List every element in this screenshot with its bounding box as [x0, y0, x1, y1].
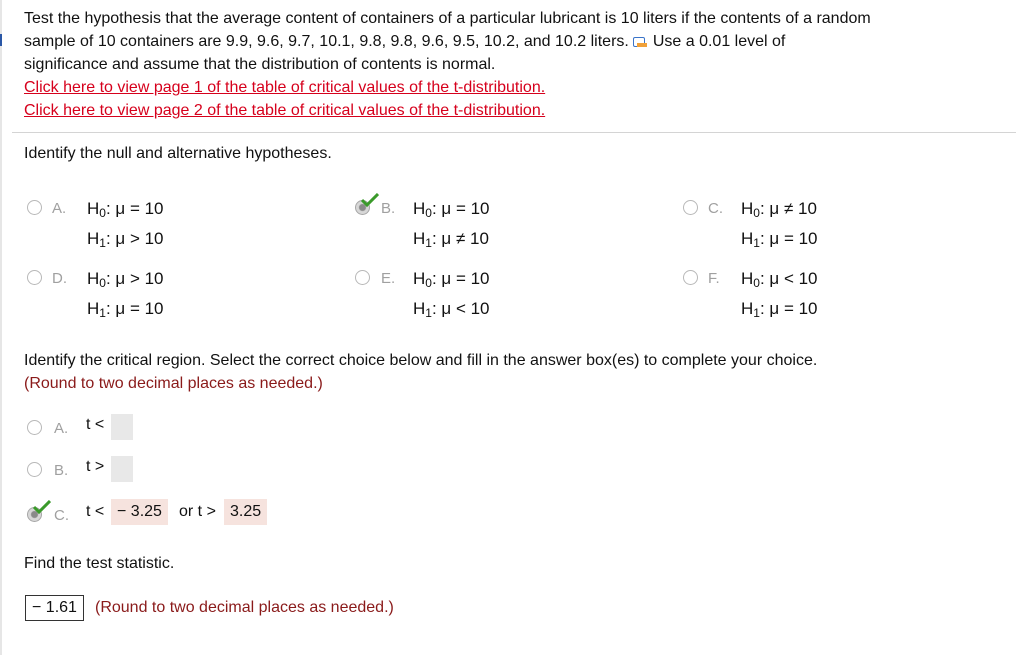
h-sub-0: 0 [99, 206, 106, 220]
h0-expr: μ = 10 [441, 199, 490, 218]
document-icon[interactable] [633, 37, 645, 47]
q1-option-f-radio[interactable] [683, 270, 698, 285]
t-table-link-page-1[interactable]: Click here to view page 1 of the table of critical values of the t-distribution. [24, 79, 546, 96]
h-label: H [87, 299, 100, 318]
left-edge-border [0, 0, 2, 655]
problem-line-2b-text: Use a 0.01 level of [652, 33, 786, 50]
q1-option-d-h0: $H_0$: μ > 10 [87, 269, 164, 290]
q1-option-d-h1: $H_1$: μ = 10 [87, 299, 164, 320]
h1-expr: μ < 10 [441, 299, 490, 318]
h-label: H [413, 299, 426, 318]
h-label: H [741, 299, 754, 318]
q1-option-f-h1: $H_1$: μ = 10 [741, 299, 818, 320]
q1-option-e-h0: $H_0$: μ = 10 [413, 269, 490, 290]
q1-option-e-h1: $H_1$: μ < 10 [413, 299, 490, 320]
q1-option-e-letter: E. [381, 270, 396, 287]
h1-expr: μ = 10 [769, 299, 818, 318]
q1-option-c-letter: C. [708, 200, 723, 217]
checkmark-icon [361, 193, 379, 207]
q1-option-c-radio[interactable] [683, 200, 698, 215]
problem-line-3: significance and assume that the distribution of contents is normal. [24, 56, 496, 73]
h-sub-1: 1 [99, 306, 106, 320]
h-sub-0: 0 [425, 206, 432, 220]
h1-expr: μ > 10 [115, 229, 164, 248]
q1-option-a-letter: A. [52, 200, 67, 217]
h1-expr: μ = 10 [769, 229, 818, 248]
q1-option-e-radio[interactable] [355, 270, 370, 285]
q1-option-a-h0: $H_0$: μ = 10 [87, 199, 164, 220]
checkmark-icon [33, 500, 51, 514]
problem-line-1: Test the hypothesis that the average content of containers of a particular lubricant is 10 liters if the contents of a random [24, 10, 871, 27]
q2-option-c-answer-1[interactable]: − 3.25 [111, 499, 168, 525]
q1-option-f-letter: F. [708, 270, 720, 287]
h1-expr: μ = 10 [115, 299, 164, 318]
left-edge-marker [0, 34, 2, 46]
q1-option-a-radio[interactable] [27, 200, 42, 215]
h-label: H [87, 269, 100, 288]
h-sub-0: 0 [753, 206, 760, 220]
q2-option-a-text: t < [86, 416, 105, 433]
q2-option-a-radio[interactable] [27, 420, 42, 435]
q2-option-a-letter: A. [54, 420, 69, 437]
h-sub-1: 1 [753, 236, 760, 250]
q1-option-d-radio[interactable] [27, 270, 42, 285]
q2-round-note: (Round to two decimal places as needed.) [24, 375, 323, 392]
q2-option-b-radio[interactable] [27, 462, 42, 477]
h-label: H [413, 269, 426, 288]
q1-option-b-h0: $H_0$: μ = 10 [413, 199, 490, 220]
q1-option-b-h1: $H_1$: μ ≠ 10 [413, 229, 489, 250]
h-sub-0: 0 [99, 276, 106, 290]
q2-option-b-letter: B. [54, 462, 69, 479]
h0-expr: μ = 10 [441, 269, 490, 288]
h-sub-1: 1 [425, 306, 432, 320]
problem-line-2-text: sample of 10 containers are 9.9, 9.6, 9.7, 10.1, 9.8, 9.8, 9.6, 9.5, 10.2, and 10.2 liters. [24, 33, 629, 50]
h-label: H [413, 229, 426, 248]
q2-option-c-text-2: or t > [179, 503, 216, 520]
h-sub-1: 1 [99, 236, 106, 250]
h0-expr: μ = 10 [115, 199, 164, 218]
q1-option-f-h0: $H_0$: μ < 10 [741, 269, 818, 290]
h-label: H [741, 199, 754, 218]
q1-option-d-letter: D. [52, 270, 67, 287]
q3-round-note: (Round to two decimal places as needed.) [95, 599, 394, 616]
q2-option-a-answer-box[interactable] [111, 414, 133, 440]
q2-prompt: Identify the critical region. Select the correct choice below and fill in the answer box(es) to complete your choice. [24, 352, 818, 369]
t-table-link-page-2[interactable]: Click here to view page 2 of the table of critical values of the t-distribution. [24, 102, 546, 119]
q2-option-c-text-1: t < [86, 503, 105, 520]
q1-option-a-h1: $H_1$: μ > 10 [87, 229, 164, 250]
h0-expr: μ ≠ 10 [769, 199, 817, 218]
h-label: H [87, 199, 100, 218]
q2-option-b-answer-box[interactable] [111, 456, 133, 482]
q3-test-statistic-box[interactable]: − 1.61 [25, 595, 84, 621]
h-sub-1: 1 [753, 306, 760, 320]
q2-option-c-letter: C. [54, 507, 69, 524]
h-sub-1: 1 [425, 236, 432, 250]
q2-option-b-text: t > [86, 458, 105, 475]
h-label: H [87, 229, 100, 248]
h-sub-0: 0 [753, 276, 760, 290]
h1-expr: μ ≠ 10 [441, 229, 489, 248]
h-sub-0: 0 [425, 276, 432, 290]
problem-line-2 [24, 32, 785, 52]
q1-option-c-h0: $H_0$: μ ≠ 10 [741, 199, 817, 220]
q1-option-c-h1: $H_1$: μ = 10 [741, 229, 818, 250]
q1-option-b-letter: B. [381, 200, 396, 217]
h-label: H [741, 229, 754, 248]
h-label: H [413, 199, 426, 218]
q2-option-c-answer-2[interactable]: 3.25 [224, 499, 267, 525]
q1-prompt: Identify the null and alternative hypotheses. [24, 145, 332, 162]
h0-expr: μ > 10 [115, 269, 164, 288]
h-label: H [741, 269, 754, 288]
section-divider [12, 132, 1016, 133]
q3-prompt: Find the test statistic. [24, 555, 175, 572]
h0-expr: μ < 10 [769, 269, 818, 288]
